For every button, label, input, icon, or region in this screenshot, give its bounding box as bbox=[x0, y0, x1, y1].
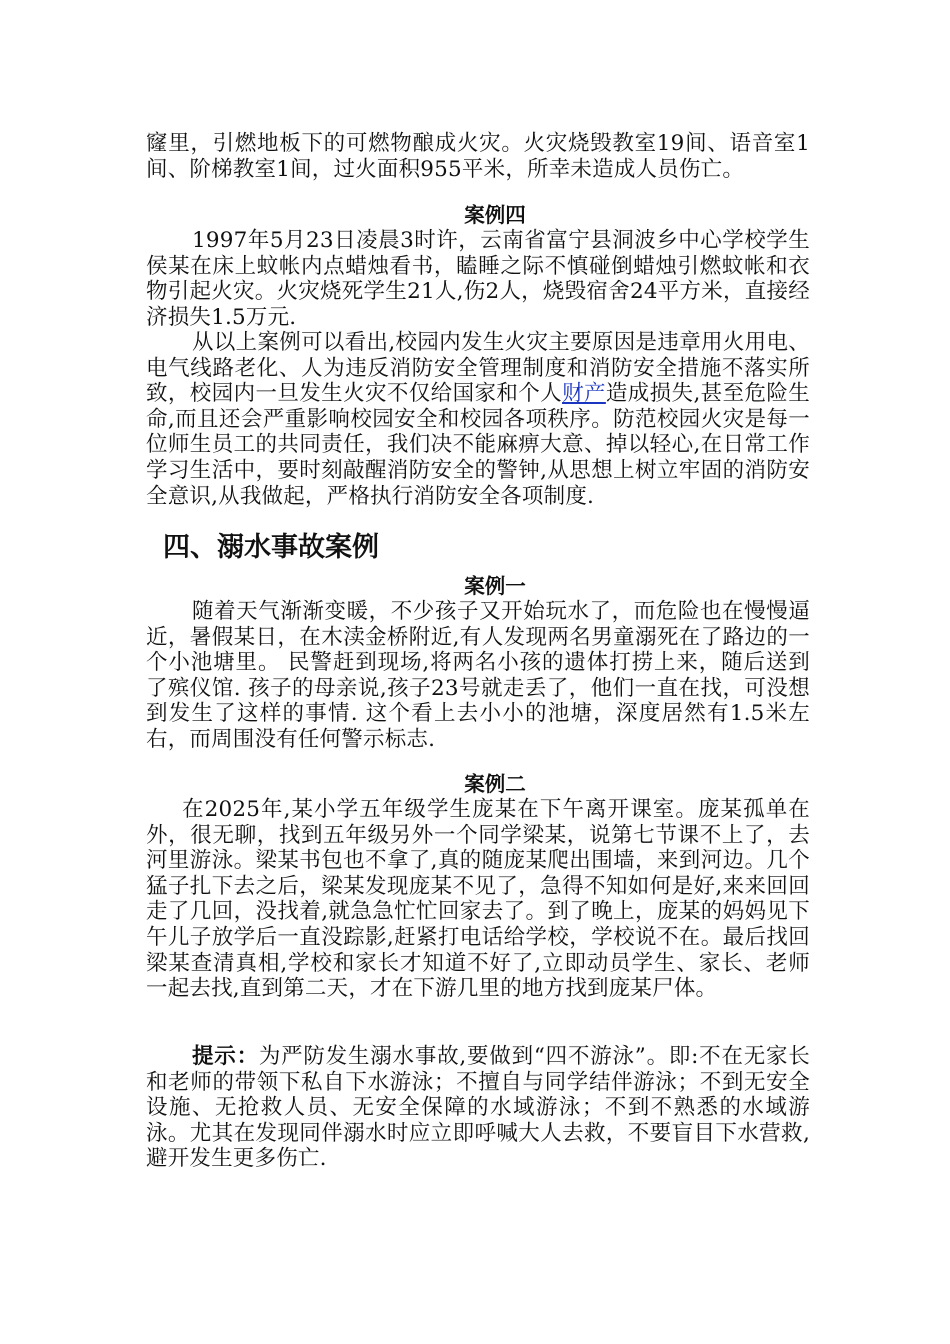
section-heading-drowning: 四、溺水事故案例 bbox=[163, 532, 379, 563]
paragraph-tip bbox=[146, 1044, 810, 1172]
drowning-case-title-2: 案例二 bbox=[464, 772, 526, 796]
tip-text: 为严防发生溺水事故,要做到“四不游泳”。即:不在无家长和老师的带领下私自下水游泳；不擅自与同学结伴游泳；不到无安全设施、无抢救人员、无安全保障的水域游泳；不到不熟悉的水域游泳。尤其在发现同伴溺水时应立即呼喊大人去救，不要盲目下水营救,避开发生更多伤亡. bbox=[146, 1044, 810, 1172]
tip-label: 提示： bbox=[192, 1044, 259, 1069]
paragraph-fire-summary bbox=[146, 330, 810, 509]
summary-text-before: 从以上案例可以看出,校园内发生火灾主要原因是违章用火用电、电气线路老化、人为违反消防安全管理制度和消防安全措施不落实所致，校园内一旦发生火灾不仅给国家和个人 bbox=[146, 330, 810, 407]
summary-text-after: 造成损失,甚至危险生命,而且还会严重影响校园安全和校园各项秩序。防范校园火灾是每一位师生员工的共同责任，我们决不能麻痹大意、掉以轻心,在日常工作学习生活中，要时刻敲醒消防安全的警钟,从思想上树立牢固的消防安全意识,从我做起，严格执行消防安全各项制度. bbox=[146, 381, 810, 509]
paragraph-fire-case4: 1997年5月23日凌晨3时许，云南省富宁县洞波乡中心学校学生侯某在床上蚊帐内点蜡烛看书，瞌睡之际不慎碰倒蜡烛引燃蚊帐和衣物引起火灾。火灾烧死学生21人,伤2人，烧毁宿舍24平方米，直接经济损失1.5万元. bbox=[146, 228, 810, 330]
property-link[interactable]: 财产 bbox=[562, 381, 606, 407]
case-title-4: 案例四 bbox=[464, 203, 526, 227]
paragraph-drowning-case2: 在2025年,某小学五年级学生庞某在下午离开课室。庞某孤单在外，很无聊，找到五年级另外一个同学梁某，说第七节课不上了，去河里游泳。梁某书包也不拿了,真的随庞某爬出围墙，来到河边。几个猛子扎下去之后，梁某发现庞某不见了，急得不知如何是好,来来回回走了几回，没找着,就急急忙忙回家去了。到了晚上，庞某的妈妈见下午儿子放学后一直没踪影,赶紧打电话给学校，学校说不在。最后找回梁某查清真相,学校和家长才知道不好了,立即动员学生、家长、老师一起去找,直到第二天，才在下游几里的地方找到庞某尸体。 bbox=[146, 797, 810, 1002]
drowning-case-title-1: 案例一 bbox=[464, 574, 526, 598]
paragraph-drowning-case1: 随着天气渐渐变暖，不少孩子又开始玩水了，而危险也在慢慢逼近，暑假某日，在木渎金桥附近,有人发现两名男童溺死在了路边的一个小池塘里。 民警赶到现场,将两名小孩的遗体打捞上来，随后送到了殡仪馆. 孩子的母亲说,孩子23号就走丢了，他们一直在找，可没想到发生了这样的事情. 这个看上去小小的池塘，深度居然有1.5米左右，而周围没有任何警示标志. bbox=[146, 599, 810, 752]
paragraph-fire-case3-end: 窿里，引燃地板下的可燃物酿成火灾。火灾烧毁教室19间、语音室1间、阶梯教室1间，过火面积955平米，所幸未造成人员伤亡。 bbox=[146, 131, 810, 182]
